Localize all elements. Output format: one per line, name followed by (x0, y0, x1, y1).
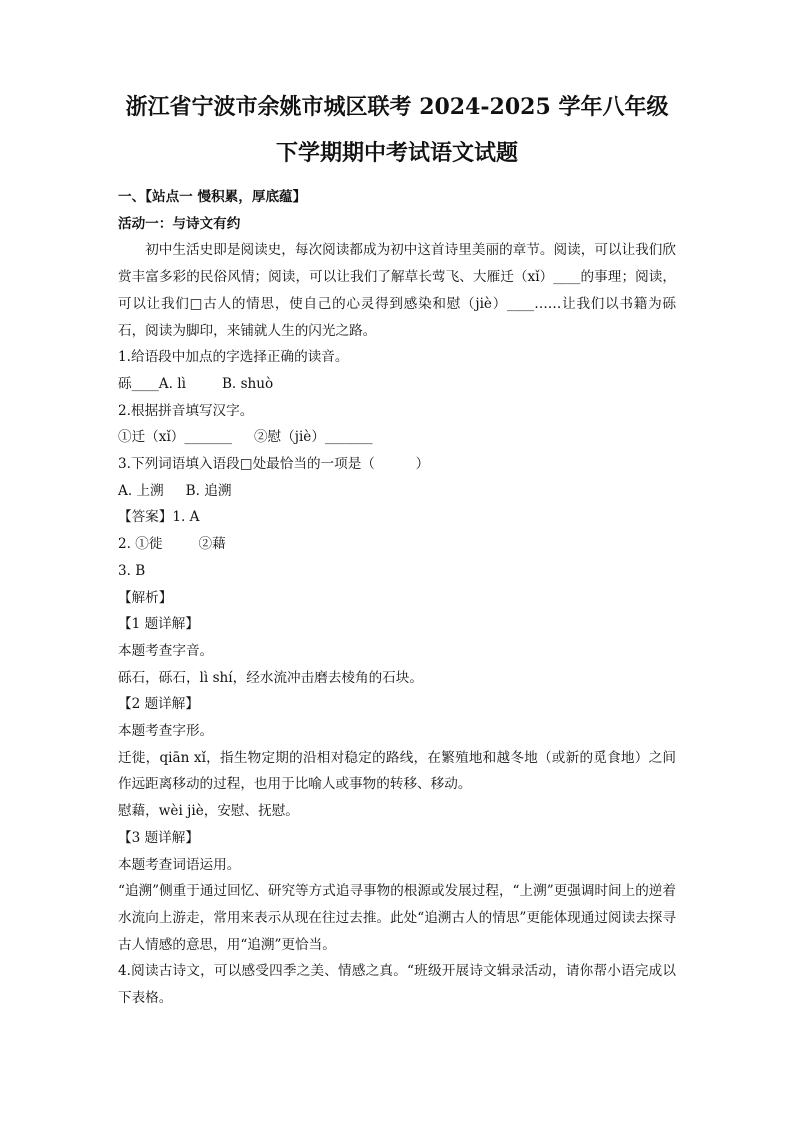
question-2-stem: 2.根据拼音填写汉字。 (118, 402, 254, 419)
question-1-options (118, 371, 676, 398)
q1-option-b: B. shuò (221, 375, 274, 392)
reading-passage: 初中生活史即是阅读史，每次阅读都成为初中这首诗里美丽的章节。阅读，可以让我们欣赏丰富多彩的民俗风情；阅读，可以让我们了解草长莺飞、大雁迁（xǐ）____的事理；阅读，可以让我们□古人的情思，使自己的心灵得到感染和慰（jiè）____……让我们以书籍为砾石，阅读为脚印，来铺就人生的闪光之路。 (118, 242, 676, 339)
detail-3-title: 【3 题详解】 (118, 829, 199, 846)
detail-2-paragraph-1: 迁徙，qiān xǐ，指生物定期的沿相对稳定的路线，在繁殖地和越冬地（或新的觅食地）之间作远距离移动的过程，也用于比喻人或事物的转移、移动。 (118, 749, 676, 793)
question-3-options (118, 478, 676, 505)
detail-1-line-1: 本题考查字音。 (118, 642, 214, 659)
q1-option-a: 砾____A. lì (118, 375, 186, 392)
detail-3-paragraph: “追溯”侧重于通过回忆、研究等方式追寻事物的根源或发展过程，“上溯”更强调时间上的逆着水流向上游走，常用来表示从现在往过去推。此处“追溯古人的情思”更能体现通过阅读去探寻古人情感的意思，用“追溯”更恰当。 (118, 883, 676, 953)
answer-2-first: 2. ①徙 (118, 536, 163, 553)
question-2-blanks (118, 424, 676, 451)
answer-line-3: 3. B (118, 562, 146, 579)
detail-1-title: 【1 题详解】 (118, 616, 199, 633)
q2-blank-1: ①迁（xǐ）_______ (118, 429, 232, 446)
detail-2-line-1: 本题考查字形。 (118, 723, 214, 740)
activity1-heading: 活动一：与诗文有约 (118, 215, 241, 232)
q3-option-a: A. 上溯 (118, 482, 164, 499)
q3-option-b: B. 追溯 (185, 482, 232, 499)
section1-heading: 一、【站点一 慢积累，厚底蕴】 (118, 189, 307, 205)
detail-2-title: 【2 题详解】 (118, 696, 199, 713)
question-3-stem: 3.下列词语填入语段□处最恰当的一项是（ ） (118, 456, 430, 473)
detail-1-line-2: 砾石，砾石，lì shí，经水流冲击磨去棱角的石块。 (118, 669, 423, 686)
answer-line-1: 【答案】1. A (118, 509, 200, 526)
analysis-label: 【解析】 (118, 589, 173, 606)
detail-3-line-1: 本题考查词语运用。 (118, 856, 241, 873)
exam-title-line1: 浙江省宁波市余姚市城区联考 2024-2025 学年八年级 (125, 94, 669, 120)
question-1-stem: 1.给语段中加点的字选择正确的读音。 (118, 349, 349, 366)
answer-line-2 (118, 531, 676, 558)
q2-blank-2: ②慰（jiè）_______ (253, 429, 373, 446)
exam-title-line2: 下学期期中考试语文试题 (275, 140, 518, 166)
question-4-text: 4.阅读古诗文，可以感受四季之美、情感之真。“班级开展诗文辑录活动，请你帮小语完成以下表格。 (118, 963, 676, 1007)
detail-2-paragraph-2: 慰藉，wèi jiè，安慰、抚慰。 (118, 803, 299, 820)
answer-2-second: ②藉 (198, 536, 226, 553)
